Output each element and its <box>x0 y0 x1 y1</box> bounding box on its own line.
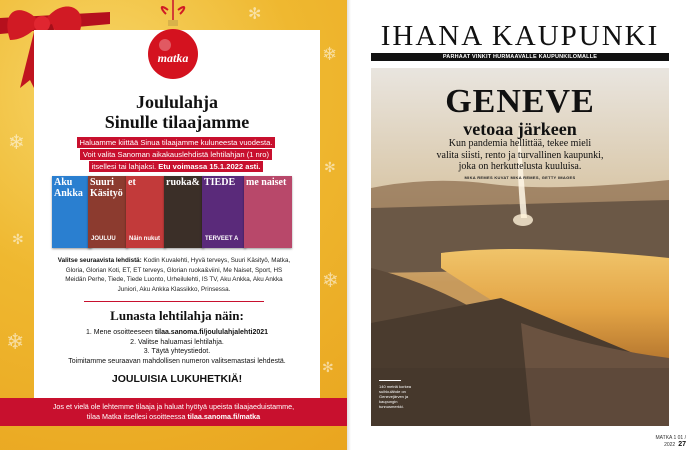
christmas-ornament-icon <box>146 0 200 90</box>
byline: MIKA REMES KUVAT MIKA REMES, GETTY IMAGES <box>464 175 576 180</box>
snowflake-icon: ✻ <box>324 160 336 176</box>
magazine-cover: Suuri Käsityö JOULUU <box>88 176 128 248</box>
article-headline: GENEVE <box>445 83 595 120</box>
snowflake-icon: ❄ <box>8 130 25 154</box>
magazine-covers <box>52 176 296 250</box>
snowflake-icon: ❄ <box>322 268 339 292</box>
caption-rule <box>379 380 401 381</box>
howto-title: Lunasta lehtilahja näin: <box>110 308 244 323</box>
snowflake-icon: ❄ <box>322 44 338 65</box>
snowflake-icon: ✻ <box>322 360 334 376</box>
section-tagline: PARHAAT VINKIT HURMAAVALLE KAUPUNKILOMALLE <box>442 54 598 60</box>
divider <box>84 301 264 302</box>
magazine-cover: me naiset <box>244 176 292 248</box>
page-folio: MATKA 1 01 / 2022 27 <box>655 435 686 448</box>
magazine-cover: ruoka& <box>164 176 204 248</box>
redeem-steps: 1. Mene osoitteeseen tilaa.sanoma.fi/joululahjalehti2021 2. Valitse haluamasi lehtilahja. 3. Täytä yhteystiedot. Toimitamme seuraavan mahdollisen numeron valitsemastasi lehdestä. <box>68 329 286 365</box>
matka-logo: matka <box>157 51 189 65</box>
section-title: IHANA KAUPUNKI <box>380 20 660 52</box>
magazine-cover: Aku Ankka <box>52 176 92 248</box>
snowflake-icon: ✻ <box>248 4 262 23</box>
magazine-cover: TIEDE TERVEET A <box>202 176 246 248</box>
article-subhead: vetoaa järkeen <box>463 119 577 139</box>
photo-caption: 140 metriä korkea suihkulähde on Genevejärven ja kaupungin tunnusmerkki. <box>379 384 412 409</box>
subscribe-text: Jos et vielä ole lehtemme tilaaja ja haluat hyötyä upeista tilaajaeduistamme, tilaa Matka itsellesi osoitteessa tilaa.sanoma.fi/matka <box>52 402 295 421</box>
ad-lead-text: Haluamme kiittää Sinua tilaajamme kuluneesta vuodesta. Voit valita Sanoman aikakauslehdistä lehtilahjan (1 nro) itsellesi tai lahjaksi. Etu voimassa 15.1.2022 asti. <box>66 137 286 173</box>
snowflake-icon: ❄ <box>6 330 25 355</box>
ad-title: Joululahja Sinulle tilaajamme <box>104 92 250 132</box>
redeem-link[interactable]: tilaa.sanoma.fi/joululahjalehti2021 <box>154 329 269 336</box>
subscribe-link[interactable]: tilaa.sanoma.fi/matka <box>187 412 261 421</box>
article-intro: Kun pandemia hellittää, tekee mieli valita siisti, rento ja turvallinen kaupunki, joka on herkuttelusta kuuluisa. <box>436 138 604 172</box>
snowflake-icon: ✻ <box>12 232 24 248</box>
magazine-list: Valitse seuraavista lehdistä: Kodin Kuvalehti, Hyvä terveys, Suuri Käsityö, Matka, Gloria, Glorian Koti, ET, ET terveys, Glorian ruoka&viini, Me Naiset, Sport, HS Meidän Perhe, Tiede, Tiede Luonto, Urheilulehti, IS TV, Aku Ankka, Aku Ankka Juniori, Aku Ankka Klassikko, Prinsessa. <box>57 257 291 293</box>
magazine-cover: et Näin nukut <box>126 176 166 248</box>
page-number: 27 <box>678 441 686 448</box>
page-gutter <box>347 0 351 450</box>
cheers-text: JOULUISIA LUKUHETKIÄ! <box>111 373 243 385</box>
